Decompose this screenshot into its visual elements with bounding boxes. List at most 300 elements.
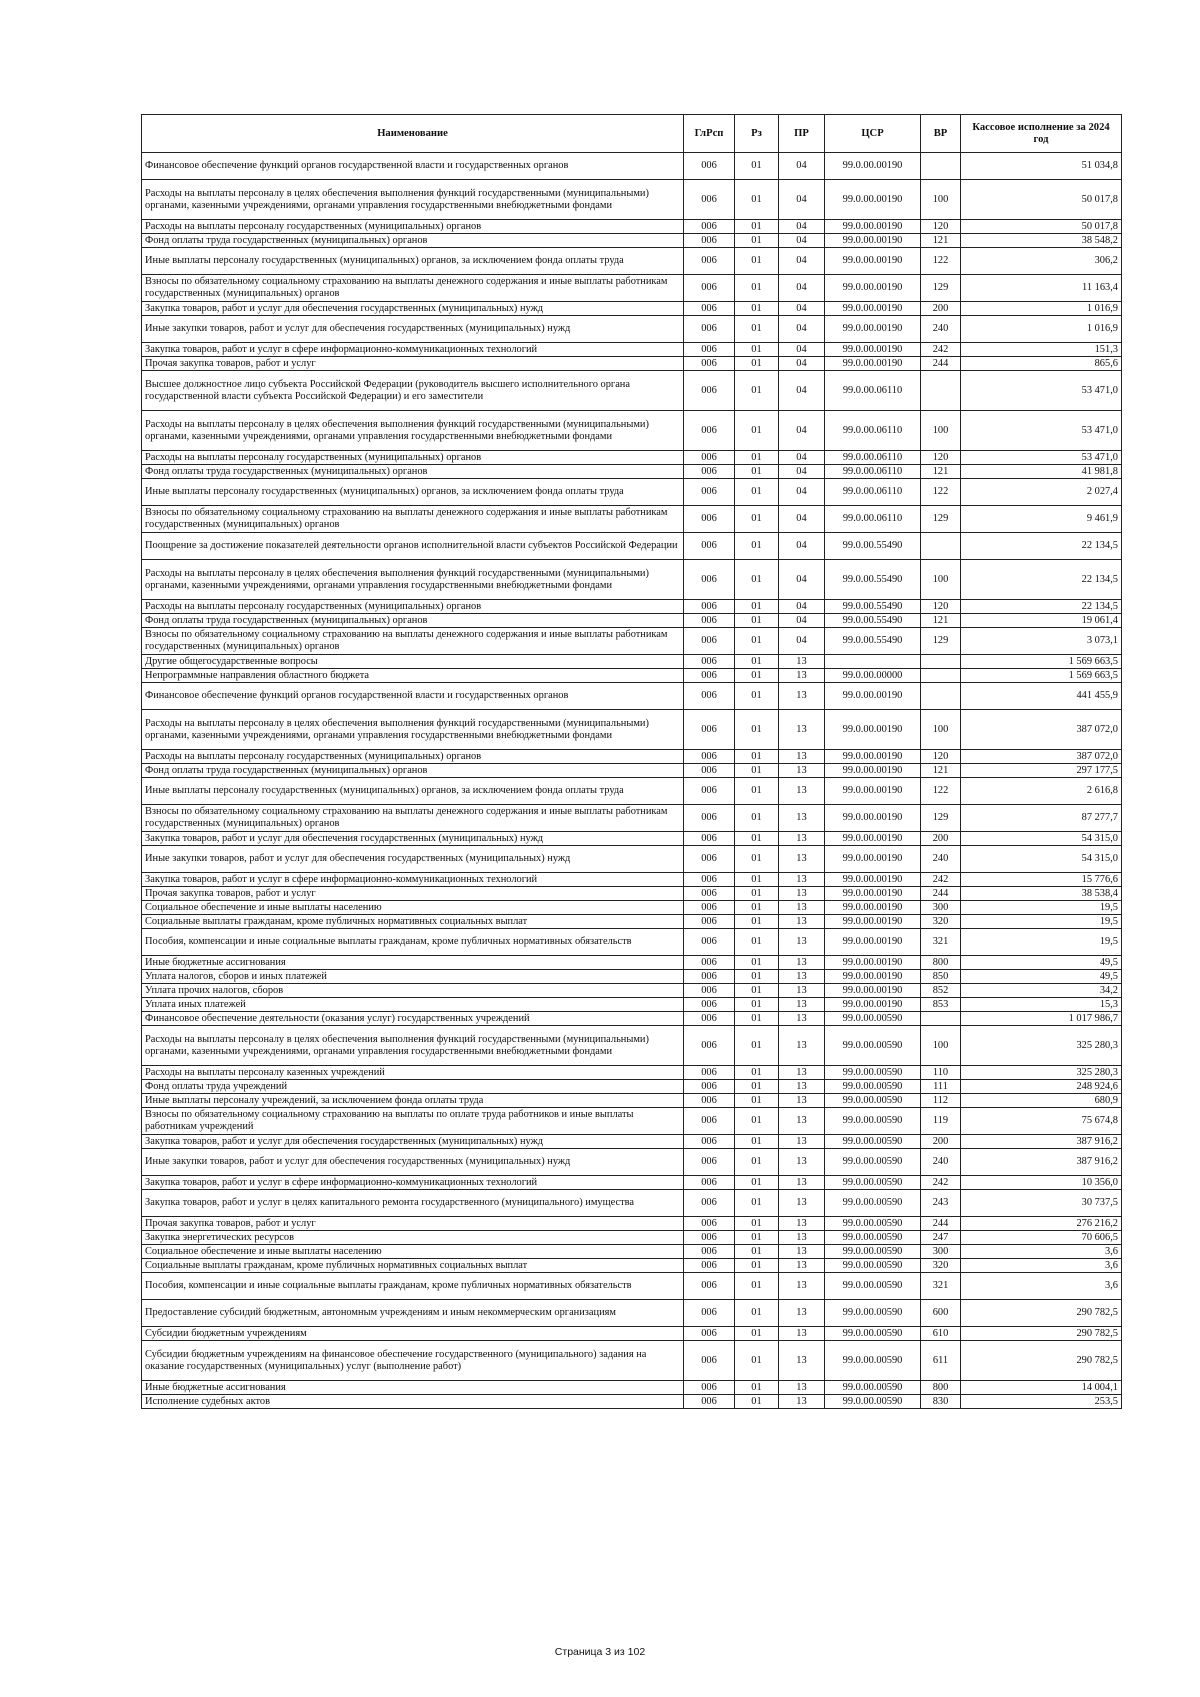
cell-csr: 99.0.00.00190 bbox=[825, 180, 921, 220]
cell-csr: 99.0.00.55490 bbox=[825, 614, 921, 628]
cell-rz: 01 bbox=[735, 778, 779, 805]
cell-vr: 240 bbox=[921, 316, 961, 343]
cell-rz: 01 bbox=[735, 915, 779, 929]
cell-glrsp: 006 bbox=[684, 710, 735, 750]
cell-vr: 120 bbox=[921, 600, 961, 614]
cell-rz: 01 bbox=[735, 600, 779, 614]
cell-glrsp: 006 bbox=[684, 887, 735, 901]
cell-name: Закупка товаров, работ и услуг для обеспечения государственных (муниципальных) нужд bbox=[142, 1135, 684, 1149]
cell-csr: 99.0.00.00190 bbox=[825, 805, 921, 832]
cell-csr: 99.0.00.00190 bbox=[825, 343, 921, 357]
cell-amount: 22 134,5 bbox=[961, 560, 1122, 600]
cell-vr: 100 bbox=[921, 180, 961, 220]
cell-name: Финансовое обеспечение функций органов государственной власти и государственных органов bbox=[142, 153, 684, 180]
cell-vr bbox=[921, 655, 961, 669]
cell-glrsp: 006 bbox=[684, 929, 735, 956]
cell-csr: 99.0.00.00190 bbox=[825, 234, 921, 248]
cell-name: Предоставление субсидий бюджетным, автономным учреждениям и иным некоммерческим организациям bbox=[142, 1300, 684, 1327]
cell-rz: 01 bbox=[735, 805, 779, 832]
cell-pr: 13 bbox=[779, 710, 825, 750]
cell-amount: 15 776,6 bbox=[961, 873, 1122, 887]
cell-glrsp: 006 bbox=[684, 1395, 735, 1409]
cell-amount: 10 356,0 bbox=[961, 1176, 1122, 1190]
cell-name: Расходы на выплаты персоналу государственных (муниципальных) органов bbox=[142, 600, 684, 614]
cell-rz: 01 bbox=[735, 1149, 779, 1176]
cell-amount: 34,2 bbox=[961, 984, 1122, 998]
table-row bbox=[142, 234, 1122, 248]
cell-amount: 14 004,1 bbox=[961, 1381, 1122, 1395]
cell-pr: 13 bbox=[779, 984, 825, 998]
table-row bbox=[142, 1341, 1122, 1381]
cell-vr: 610 bbox=[921, 1327, 961, 1341]
cell-name: Иные бюджетные ассигнования bbox=[142, 956, 684, 970]
cell-name: Пособия, компенсации и иные социальные выплаты гражданам, кроме публичных нормативных обязательств bbox=[142, 1273, 684, 1300]
cell-glrsp: 006 bbox=[684, 316, 735, 343]
table-row bbox=[142, 873, 1122, 887]
table-row bbox=[142, 1231, 1122, 1245]
cell-amount: 865,6 bbox=[961, 357, 1122, 371]
table-row bbox=[142, 533, 1122, 560]
cell-pr: 04 bbox=[779, 180, 825, 220]
cell-amount: 19,5 bbox=[961, 929, 1122, 956]
table-row bbox=[142, 710, 1122, 750]
cell-name: Расходы на выплаты персоналу государственных (муниципальных) органов bbox=[142, 220, 684, 234]
table-row bbox=[142, 929, 1122, 956]
cell-vr: 200 bbox=[921, 302, 961, 316]
table-row bbox=[142, 1259, 1122, 1273]
cell-pr: 13 bbox=[779, 1381, 825, 1395]
cell-rz: 01 bbox=[735, 832, 779, 846]
cell-glrsp: 006 bbox=[684, 153, 735, 180]
cell-amount: 49,5 bbox=[961, 956, 1122, 970]
cell-rz: 01 bbox=[735, 764, 779, 778]
cell-glrsp: 006 bbox=[684, 465, 735, 479]
cell-csr: 99.0.00.00190 bbox=[825, 275, 921, 302]
table-row bbox=[142, 1094, 1122, 1108]
cell-rz: 01 bbox=[735, 1080, 779, 1094]
cell-rz: 01 bbox=[735, 956, 779, 970]
cell-amount: 1 569 663,5 bbox=[961, 655, 1122, 669]
table-row bbox=[142, 669, 1122, 683]
cell-name: Другие общегосударственные вопросы bbox=[142, 655, 684, 669]
cell-name: Поощрение за достижение показателей деятельности органов исполнительной власти субъектов Российской Федерации bbox=[142, 533, 684, 560]
cell-csr: 99.0.00.00590 bbox=[825, 1341, 921, 1381]
cell-pr: 04 bbox=[779, 302, 825, 316]
cell-rz: 01 bbox=[735, 1066, 779, 1080]
cell-vr: 242 bbox=[921, 343, 961, 357]
cell-name: Взносы по обязательному социальному страхованию на выплаты денежного содержания и иные выплаты работникам государственных (муниципальных) органов bbox=[142, 275, 684, 302]
cell-glrsp: 006 bbox=[684, 1012, 735, 1026]
cell-rz: 01 bbox=[735, 873, 779, 887]
table-row bbox=[142, 764, 1122, 778]
cell-name: Социальное обеспечение и иные выплаты населению bbox=[142, 1245, 684, 1259]
cell-pr: 13 bbox=[779, 1300, 825, 1327]
cell-name: Фонд оплаты труда государственных (муниципальных) органов bbox=[142, 614, 684, 628]
header-pr: ПР bbox=[779, 115, 825, 153]
cell-rz: 01 bbox=[735, 1190, 779, 1217]
cell-amount: 1 017 986,7 bbox=[961, 1012, 1122, 1026]
cell-amount: 9 461,9 bbox=[961, 506, 1122, 533]
cell-name: Социальные выплаты гражданам, кроме публичных нормативных социальных выплат bbox=[142, 1259, 684, 1273]
cell-csr: 99.0.00.00590 bbox=[825, 1381, 921, 1395]
table-row bbox=[142, 1300, 1122, 1327]
cell-amount: 441 455,9 bbox=[961, 683, 1122, 710]
cell-name: Исполнение судебных актов bbox=[142, 1395, 684, 1409]
cell-csr: 99.0.00.00590 bbox=[825, 1190, 921, 1217]
cell-glrsp: 006 bbox=[684, 1300, 735, 1327]
cell-rz: 01 bbox=[735, 614, 779, 628]
cell-amount: 387 916,2 bbox=[961, 1149, 1122, 1176]
table-row bbox=[142, 357, 1122, 371]
table-row bbox=[142, 506, 1122, 533]
page-number: Страница 3 из 102 bbox=[554, 1646, 646, 1658]
cell-glrsp: 006 bbox=[684, 970, 735, 984]
cell-pr: 13 bbox=[779, 832, 825, 846]
cell-csr: 99.0.00.00190 bbox=[825, 302, 921, 316]
cell-amount: 11 163,4 bbox=[961, 275, 1122, 302]
cell-amount: 51 034,8 bbox=[961, 153, 1122, 180]
cell-name: Фонд оплаты труда государственных (муниципальных) органов bbox=[142, 465, 684, 479]
cell-name: Фонд оплаты труда государственных (муниципальных) органов bbox=[142, 234, 684, 248]
cell-amount: 53 471,0 bbox=[961, 451, 1122, 465]
cell-pr: 04 bbox=[779, 600, 825, 614]
cell-name: Иные выплаты персоналу государственных (муниципальных) органов, за исключением фонда оплаты труда bbox=[142, 248, 684, 275]
cell-csr: 99.0.00.06110 bbox=[825, 411, 921, 451]
cell-pr: 04 bbox=[779, 451, 825, 465]
table-row bbox=[142, 628, 1122, 655]
header-amount: Кассовое исполнение за 2024 год bbox=[961, 115, 1122, 153]
cell-name: Иные закупки товаров, работ и услуг для обеспечения государственных (муниципальных) нужд bbox=[142, 1149, 684, 1176]
cell-vr: 120 bbox=[921, 220, 961, 234]
cell-rz: 01 bbox=[735, 628, 779, 655]
table-row bbox=[142, 1176, 1122, 1190]
cell-rz: 01 bbox=[735, 970, 779, 984]
cell-csr: 99.0.00.55490 bbox=[825, 533, 921, 560]
cell-glrsp: 006 bbox=[684, 614, 735, 628]
cell-amount: 1 569 663,5 bbox=[961, 669, 1122, 683]
cell-pr: 13 bbox=[779, 805, 825, 832]
cell-pr: 13 bbox=[779, 655, 825, 669]
cell-pr: 13 bbox=[779, 1245, 825, 1259]
cell-name: Закупка товаров, работ и услуг в сфере информационно-коммуникационных технологий bbox=[142, 873, 684, 887]
cell-vr: 121 bbox=[921, 465, 961, 479]
cell-amount: 50 017,8 bbox=[961, 220, 1122, 234]
cell-csr: 99.0.00.00590 bbox=[825, 1026, 921, 1066]
table-row bbox=[142, 832, 1122, 846]
cell-pr: 13 bbox=[779, 1395, 825, 1409]
cell-pr: 13 bbox=[779, 901, 825, 915]
cell-name: Расходы на выплаты персоналу в целях обеспечения выполнения функций государственными (муниципальными) органами, казенными учреждениями, органами управления государственными внебюджетными фондами bbox=[142, 1026, 684, 1066]
cell-glrsp: 006 bbox=[684, 683, 735, 710]
cell-vr: 121 bbox=[921, 234, 961, 248]
cell-glrsp: 006 bbox=[684, 956, 735, 970]
cell-glrsp: 006 bbox=[684, 750, 735, 764]
cell-amount: 41 981,8 bbox=[961, 465, 1122, 479]
cell-name: Пособия, компенсации и иные социальные выплаты гражданам, кроме публичных нормативных обязательств bbox=[142, 929, 684, 956]
cell-csr: 99.0.00.06110 bbox=[825, 465, 921, 479]
cell-vr: 100 bbox=[921, 411, 961, 451]
table-row bbox=[142, 887, 1122, 901]
table-row bbox=[142, 683, 1122, 710]
cell-csr: 99.0.00.00190 bbox=[825, 220, 921, 234]
cell-csr: 99.0.00.00590 bbox=[825, 1176, 921, 1190]
cell-rz: 01 bbox=[735, 343, 779, 357]
table-row bbox=[142, 1108, 1122, 1135]
cell-name: Взносы по обязательному социальному страхованию на выплаты денежного содержания и иные выплаты работникам государственных (муниципальных) органов bbox=[142, 805, 684, 832]
cell-csr: 99.0.00.00590 bbox=[825, 1300, 921, 1327]
cell-glrsp: 006 bbox=[684, 600, 735, 614]
cell-rz: 01 bbox=[735, 1245, 779, 1259]
table-row bbox=[142, 1245, 1122, 1259]
cell-csr: 99.0.00.00190 bbox=[825, 956, 921, 970]
cell-pr: 04 bbox=[779, 465, 825, 479]
cell-name: Субсидии бюджетным учреждениям bbox=[142, 1327, 684, 1341]
table-row bbox=[142, 1190, 1122, 1217]
cell-name: Социальное обеспечение и иные выплаты населению bbox=[142, 901, 684, 915]
cell-name: Иные закупки товаров, работ и услуг для обеспечения государственных (муниципальных) нужд bbox=[142, 846, 684, 873]
cell-pr: 13 bbox=[779, 970, 825, 984]
cell-vr: 121 bbox=[921, 614, 961, 628]
table-row bbox=[142, 805, 1122, 832]
cell-amount: 253,5 bbox=[961, 1395, 1122, 1409]
cell-csr: 99.0.00.00190 bbox=[825, 970, 921, 984]
cell-amount: 54 315,0 bbox=[961, 832, 1122, 846]
header-csr: ЦСР bbox=[825, 115, 921, 153]
table-row bbox=[142, 371, 1122, 411]
cell-vr: 321 bbox=[921, 1273, 961, 1300]
cell-vr: 242 bbox=[921, 873, 961, 887]
cell-name: Расходы на выплаты персоналу государственных (муниципальных) органов bbox=[142, 750, 684, 764]
cell-amount: 70 606,5 bbox=[961, 1231, 1122, 1245]
cell-vr: 243 bbox=[921, 1190, 961, 1217]
cell-vr: 611 bbox=[921, 1341, 961, 1381]
cell-vr: 830 bbox=[921, 1395, 961, 1409]
table-row bbox=[142, 956, 1122, 970]
cell-vr: 200 bbox=[921, 832, 961, 846]
cell-rz: 01 bbox=[735, 1327, 779, 1341]
cell-vr: 129 bbox=[921, 805, 961, 832]
cell-rz: 01 bbox=[735, 1259, 779, 1273]
cell-csr: 99.0.00.00190 bbox=[825, 901, 921, 915]
cell-vr: 240 bbox=[921, 846, 961, 873]
cell-pr: 04 bbox=[779, 234, 825, 248]
cell-csr: 99.0.00.00000 bbox=[825, 669, 921, 683]
cell-csr: 99.0.00.00590 bbox=[825, 1066, 921, 1080]
table-row bbox=[142, 1273, 1122, 1300]
cell-pr: 13 bbox=[779, 887, 825, 901]
cell-amount: 22 134,5 bbox=[961, 533, 1122, 560]
cell-vr: 129 bbox=[921, 628, 961, 655]
cell-glrsp: 006 bbox=[684, 915, 735, 929]
cell-rz: 01 bbox=[735, 1108, 779, 1135]
cell-glrsp: 006 bbox=[684, 479, 735, 506]
cell-vr: 244 bbox=[921, 1217, 961, 1231]
cell-amount: 248 924,6 bbox=[961, 1080, 1122, 1094]
cell-rz: 01 bbox=[735, 1341, 779, 1381]
cell-vr: 320 bbox=[921, 1259, 961, 1273]
cell-pr: 13 bbox=[779, 1176, 825, 1190]
cell-csr: 99.0.00.00190 bbox=[825, 984, 921, 998]
cell-pr: 13 bbox=[779, 1259, 825, 1273]
cell-glrsp: 006 bbox=[684, 1026, 735, 1066]
budget-execution-table bbox=[141, 114, 1122, 1409]
cell-csr: 99.0.00.00190 bbox=[825, 846, 921, 873]
cell-amount: 680,9 bbox=[961, 1094, 1122, 1108]
cell-pr: 13 bbox=[779, 929, 825, 956]
table-row bbox=[142, 248, 1122, 275]
cell-glrsp: 006 bbox=[684, 560, 735, 600]
cell-rz: 01 bbox=[735, 750, 779, 764]
table-row bbox=[142, 1381, 1122, 1395]
cell-pr: 04 bbox=[779, 506, 825, 533]
cell-vr: 100 bbox=[921, 1026, 961, 1066]
cell-csr: 99.0.00.00590 bbox=[825, 1217, 921, 1231]
cell-name: Иные закупки товаров, работ и услуг для обеспечения государственных (муниципальных) нужд bbox=[142, 316, 684, 343]
cell-glrsp: 006 bbox=[684, 248, 735, 275]
cell-glrsp: 006 bbox=[684, 873, 735, 887]
cell-rz: 01 bbox=[735, 1012, 779, 1026]
cell-csr: 99.0.00.00590 bbox=[825, 1135, 921, 1149]
cell-vr: 850 bbox=[921, 970, 961, 984]
cell-vr bbox=[921, 153, 961, 180]
cell-vr: 112 bbox=[921, 1094, 961, 1108]
table-row bbox=[142, 1395, 1122, 1409]
cell-glrsp: 006 bbox=[684, 778, 735, 805]
cell-pr: 13 bbox=[779, 1231, 825, 1245]
cell-amount: 22 134,5 bbox=[961, 600, 1122, 614]
cell-glrsp: 006 bbox=[684, 371, 735, 411]
cell-glrsp: 006 bbox=[684, 832, 735, 846]
cell-vr: 121 bbox=[921, 764, 961, 778]
table-row bbox=[142, 465, 1122, 479]
cell-vr bbox=[921, 371, 961, 411]
cell-csr: 99.0.00.00190 bbox=[825, 832, 921, 846]
cell-pr: 04 bbox=[779, 371, 825, 411]
cell-amount: 290 782,5 bbox=[961, 1300, 1122, 1327]
table-header bbox=[142, 115, 1122, 153]
table-row bbox=[142, 275, 1122, 302]
cell-rz: 01 bbox=[735, 248, 779, 275]
cell-csr: 99.0.00.00590 bbox=[825, 1259, 921, 1273]
table-row bbox=[142, 1026, 1122, 1066]
cell-name: Расходы на выплаты персоналу в целях обеспечения выполнения функций государственными (муниципальными) органами, казенными учреждениями, органами управления государственными внебюджетными фондами bbox=[142, 710, 684, 750]
cell-rz: 01 bbox=[735, 846, 779, 873]
cell-name: Расходы на выплаты персоналу в целях обеспечения выполнения функций государственными (муниципальными) органами, казенными учреждениями, органами управления государственными внебюджетными фондами bbox=[142, 411, 684, 451]
cell-vr: 853 bbox=[921, 998, 961, 1012]
table-row bbox=[142, 153, 1122, 180]
cell-csr: 99.0.00.00590 bbox=[825, 1231, 921, 1245]
cell-name: Расходы на выплаты персоналу государственных (муниципальных) органов bbox=[142, 451, 684, 465]
cell-pr: 13 bbox=[779, 1273, 825, 1300]
cell-amount: 3,6 bbox=[961, 1273, 1122, 1300]
cell-pr: 04 bbox=[779, 628, 825, 655]
cell-amount: 387 916,2 bbox=[961, 1135, 1122, 1149]
cell-amount: 276 216,2 bbox=[961, 1217, 1122, 1231]
cell-csr: 99.0.00.55490 bbox=[825, 628, 921, 655]
cell-amount: 290 782,5 bbox=[961, 1327, 1122, 1341]
table-row bbox=[142, 970, 1122, 984]
cell-glrsp: 006 bbox=[684, 357, 735, 371]
cell-pr: 13 bbox=[779, 764, 825, 778]
cell-pr: 13 bbox=[779, 1080, 825, 1094]
cell-pr: 13 bbox=[779, 1108, 825, 1135]
cell-glrsp: 006 bbox=[684, 628, 735, 655]
cell-vr: 247 bbox=[921, 1231, 961, 1245]
cell-glrsp: 006 bbox=[684, 343, 735, 357]
cell-vr: 300 bbox=[921, 1245, 961, 1259]
cell-csr: 99.0.00.00190 bbox=[825, 710, 921, 750]
cell-vr: 120 bbox=[921, 451, 961, 465]
cell-csr: 99.0.00.06110 bbox=[825, 371, 921, 411]
cell-vr: 240 bbox=[921, 1149, 961, 1176]
cell-glrsp: 006 bbox=[684, 1259, 735, 1273]
cell-rz: 01 bbox=[735, 220, 779, 234]
cell-pr: 13 bbox=[779, 669, 825, 683]
cell-rz: 01 bbox=[735, 669, 779, 683]
cell-rz: 01 bbox=[735, 560, 779, 600]
table-row bbox=[142, 1066, 1122, 1080]
cell-pr: 13 bbox=[779, 956, 825, 970]
cell-vr: 100 bbox=[921, 560, 961, 600]
cell-vr: 852 bbox=[921, 984, 961, 998]
cell-amount: 2 027,4 bbox=[961, 479, 1122, 506]
cell-name: Финансовое обеспечение функций органов государственной власти и государственных органов bbox=[142, 683, 684, 710]
cell-pr: 13 bbox=[779, 1217, 825, 1231]
cell-rz: 01 bbox=[735, 1217, 779, 1231]
cell-name: Финансовое обеспечение деятельности (оказания услуг) государственных учреждений bbox=[142, 1012, 684, 1026]
table-row bbox=[142, 1217, 1122, 1231]
cell-amount: 38 548,2 bbox=[961, 234, 1122, 248]
cell-pr: 13 bbox=[779, 915, 825, 929]
cell-vr: 800 bbox=[921, 1381, 961, 1395]
cell-name: Иные выплаты персоналу учреждений, за исключением фонда оплаты труда bbox=[142, 1094, 684, 1108]
cell-pr: 13 bbox=[779, 1341, 825, 1381]
cell-glrsp: 006 bbox=[684, 1341, 735, 1381]
table-row bbox=[142, 302, 1122, 316]
cell-name: Закупка товаров, работ и услуг в сфере информационно-коммуникационных технологий bbox=[142, 1176, 684, 1190]
cell-vr: 129 bbox=[921, 506, 961, 533]
cell-amount: 325 280,3 bbox=[961, 1026, 1122, 1066]
cell-amount: 54 315,0 bbox=[961, 846, 1122, 873]
cell-pr: 04 bbox=[779, 533, 825, 560]
cell-name: Фонд оплаты труда учреждений bbox=[142, 1080, 684, 1094]
cell-pr: 04 bbox=[779, 479, 825, 506]
table-row bbox=[142, 984, 1122, 998]
cell-pr: 13 bbox=[779, 1149, 825, 1176]
cell-glrsp: 006 bbox=[684, 1327, 735, 1341]
table-row bbox=[142, 600, 1122, 614]
cell-glrsp: 006 bbox=[684, 669, 735, 683]
cell-rz: 01 bbox=[735, 302, 779, 316]
cell-glrsp: 006 bbox=[684, 1381, 735, 1395]
table-row bbox=[142, 451, 1122, 465]
cell-csr: 99.0.00.06110 bbox=[825, 451, 921, 465]
cell-csr: 99.0.00.00190 bbox=[825, 915, 921, 929]
cell-pr: 04 bbox=[779, 560, 825, 600]
cell-amount: 53 471,0 bbox=[961, 371, 1122, 411]
cell-amount: 30 737,5 bbox=[961, 1190, 1122, 1217]
cell-glrsp: 006 bbox=[684, 1094, 735, 1108]
cell-pr: 04 bbox=[779, 316, 825, 343]
cell-amount: 38 538,4 bbox=[961, 887, 1122, 901]
table-row bbox=[142, 1012, 1122, 1026]
cell-glrsp: 006 bbox=[684, 1135, 735, 1149]
cell-glrsp: 006 bbox=[684, 984, 735, 998]
cell-vr: 300 bbox=[921, 901, 961, 915]
cell-name: Взносы по обязательному социальному страхованию на выплаты по оплате труда работников и иные выплаты работникам учреждений bbox=[142, 1108, 684, 1135]
cell-vr: 122 bbox=[921, 248, 961, 275]
cell-pr: 04 bbox=[779, 614, 825, 628]
